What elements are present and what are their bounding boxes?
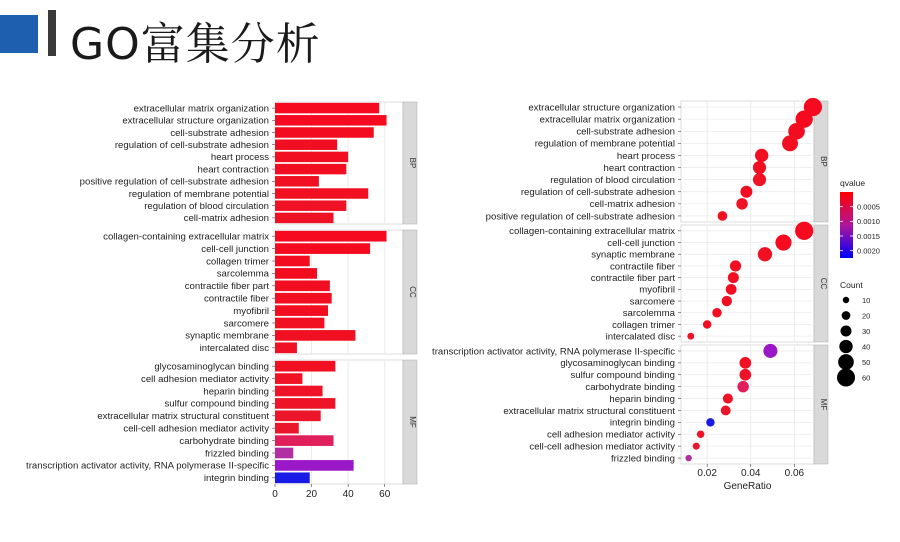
title-accent-blue <box>0 15 38 53</box>
bar <box>275 305 328 316</box>
dot-point <box>736 198 748 210</box>
bar-term-label: intercalated disc <box>199 343 269 355</box>
dot-point <box>728 272 739 283</box>
bar <box>275 342 297 353</box>
dot-point <box>703 320 711 328</box>
legend-count-dot <box>840 325 851 336</box>
legend-qvalue-gradient <box>840 192 853 258</box>
dot-point <box>753 161 766 174</box>
bar <box>275 176 319 186</box>
bar <box>275 103 379 113</box>
legend-count-label: 10 <box>862 296 871 305</box>
legend-count-label: 40 <box>862 342 871 352</box>
dot-point <box>718 211 728 221</box>
bar-term-label: cell adhesion mediator activity <box>141 373 269 385</box>
dot-point <box>723 393 733 403</box>
bar-term-label: synaptic membrane <box>185 330 269 342</box>
dot-point <box>753 173 766 186</box>
dot-term-label: cell adhesion mediator activity <box>547 429 675 441</box>
dot-point <box>712 308 721 317</box>
bar-facet-label: MF <box>408 416 417 428</box>
legend-qvalue-label: 0.0010 <box>857 217 880 227</box>
bar-term-label: contractile fiber <box>203 293 269 305</box>
dot-facet-label: CC <box>819 277 828 290</box>
dot-point <box>706 418 714 426</box>
bar <box>275 373 302 384</box>
bar-term-label: collagen trimer <box>206 256 269 268</box>
dot-facet-label: MF <box>819 398 828 411</box>
bar-term-label: extracellular matrix structural constituent <box>97 411 269 423</box>
bar-term-label: frizzled binding <box>205 448 269 460</box>
legend-count-dot <box>837 369 855 387</box>
bar-term-label: extracellular matrix organization <box>133 103 269 115</box>
dot-term-label: frizzled binding <box>611 453 675 465</box>
dot-term-label: extracellular matrix structural constituent <box>503 405 675 417</box>
legend-count-label: 50 <box>862 358 871 367</box>
dot-point <box>722 296 732 306</box>
dot-point <box>763 344 777 358</box>
dot-term-label: extracellular structure organization <box>528 102 675 114</box>
dot-term-label: heart contraction <box>603 162 675 174</box>
bar <box>275 152 348 162</box>
bar-axis-tick-label: 60 <box>379 489 391 500</box>
legend-count-label: 20 <box>862 311 871 321</box>
dot-point <box>685 455 691 461</box>
bar-term-label: cell-cell junction <box>201 243 269 255</box>
bar-term-label: cell-matrix adhesion <box>183 213 269 225</box>
dot-point <box>795 222 813 240</box>
bar <box>275 460 354 471</box>
bar-term-label: sarcolemma <box>216 268 269 280</box>
dot-term-label: cell-cell adhesion mediator activity <box>529 441 675 453</box>
dot-facet-label: BP <box>819 156 828 167</box>
bar-term-label: heparin binding <box>203 386 269 398</box>
bar <box>275 386 323 397</box>
dot-point <box>737 381 749 393</box>
bar <box>275 318 324 329</box>
dot-point <box>721 406 731 416</box>
dot-term-label: transcription activator activity, RNA polymerase II-specific <box>432 346 675 358</box>
bar <box>275 330 355 341</box>
bar <box>275 293 332 304</box>
dot-point <box>693 443 700 450</box>
bar-chart <box>0 92 430 502</box>
bar-term-label: regulation of blood circulation <box>144 201 269 212</box>
bar <box>275 448 293 459</box>
dot-term-label: cell-matrix adhesion <box>589 199 675 211</box>
bar-term-label: cell-cell adhesion mediator activity <box>123 423 269 435</box>
legend-count-dot <box>839 340 852 353</box>
bar <box>275 243 370 254</box>
dot-term-label: intercalated disc <box>605 331 675 343</box>
bar-term-label: positive regulation of cell-substrate adhesion <box>79 176 269 188</box>
dot-point <box>730 260 741 271</box>
bar-term-label: carbohydrate binding <box>179 435 269 447</box>
dot-term-label: extracellular matrix organization <box>539 114 675 126</box>
dot-term-label: glycosaminoglycan binding <box>560 358 675 370</box>
bar-term-label: regulation of membrane potential <box>128 188 269 200</box>
dot-term-label: collagen trimer <box>612 319 675 331</box>
dot-point <box>740 186 752 198</box>
title-accent-dark <box>48 10 56 56</box>
bar-facet-label: BP <box>408 157 417 169</box>
bar <box>275 435 334 446</box>
dot-term-label: regulation of membrane potential <box>534 138 675 150</box>
bar-term-label: extracellular structure organization <box>122 115 269 127</box>
bar-term-label: sulfur compound binding <box>164 398 269 410</box>
bar-term-label: sarcomere <box>223 318 269 330</box>
legend-count-label: 30 <box>862 327 871 336</box>
bar <box>275 472 310 483</box>
bar <box>275 361 335 372</box>
dot-term-label: collagen-containing extracellular matrix <box>509 226 675 238</box>
dot-point <box>758 247 772 261</box>
dot-point <box>697 430 705 438</box>
bar <box>275 188 368 198</box>
dot-term-label: sarcolemma <box>622 308 675 320</box>
bar <box>275 231 387 242</box>
legend-qvalue-label: 0.0005 <box>857 202 880 212</box>
legend-qvalue-label: 0.0015 <box>857 231 880 241</box>
dot-axis-tick-label: 0.02 <box>697 468 717 479</box>
dot-axis-tick-label: 0.06 <box>784 468 805 479</box>
legend-count-dot <box>843 297 849 303</box>
dot-term-label: integrin binding <box>609 417 675 429</box>
dot-term-label: heart process <box>616 150 675 162</box>
dot-term-label: carbohydrate binding <box>585 381 675 393</box>
dot-term-label: regulation of cell-substrate adhesion <box>520 187 675 199</box>
dot-point <box>755 149 768 162</box>
page-title: GO富集分析 <box>70 19 321 70</box>
dot-term-label: contractile fiber part <box>590 272 675 284</box>
dot-point <box>739 369 751 381</box>
dot-point <box>687 333 694 340</box>
bar-term-label: transcription activator activity, RNA polymerase II-specific <box>26 460 269 472</box>
bar-term-label: regulation of cell-substrate adhesion <box>114 140 269 151</box>
dot-term-label: heparin binding <box>609 393 675 405</box>
dot-term-label: cell-substrate adhesion <box>576 126 675 138</box>
bar <box>275 139 337 149</box>
bar <box>275 398 335 409</box>
bar <box>275 410 321 421</box>
bar <box>275 423 299 434</box>
bar-term-label: myofibril <box>233 305 269 317</box>
bar-term-label: heart process <box>210 152 269 164</box>
dot-point <box>739 357 751 369</box>
legend-qvalue-title: qvalue <box>840 178 866 188</box>
legend-count-title: Count <box>840 280 863 290</box>
bar <box>275 280 330 291</box>
legend-count-dot <box>838 354 854 370</box>
bar <box>275 127 374 137</box>
dot-term-label: regulation of blood circulation <box>550 174 675 186</box>
dot-term-label: sulfur compound binding <box>570 370 675 382</box>
bar <box>275 200 346 210</box>
dot-x-axis-title: GeneRatio <box>723 481 772 492</box>
dot-point <box>726 284 737 295</box>
legend-qvalue-label: 0.0020 <box>857 246 880 256</box>
bar-term-label: collagen-containing extracellular matrix <box>103 231 269 243</box>
dot-term-label: myofibril <box>639 284 675 296</box>
dot-term-label: cell-cell junction <box>607 237 675 249</box>
bar <box>275 164 346 174</box>
bar-term-label: cell-substrate adhesion <box>170 127 269 139</box>
dot-axis-tick-label: 0.04 <box>741 468 761 479</box>
bar-term-label: glycosaminoglycan binding <box>154 361 269 373</box>
bar-term-label: integrin binding <box>203 473 269 485</box>
bar-axis-tick-label: 40 <box>342 489 354 500</box>
legend-count-dot <box>842 311 851 320</box>
bar-term-label: heart contraction <box>197 164 269 176</box>
bar-axis-tick-label: 0 <box>272 489 278 500</box>
dot-plot <box>420 92 900 502</box>
bar-facet-label: CC <box>408 286 417 298</box>
bar <box>275 213 334 223</box>
dot-point <box>782 135 798 151</box>
bar-axis-tick-label: 20 <box>306 489 318 500</box>
dot-term-label: contractile fiber <box>609 261 675 273</box>
bar <box>275 256 310 267</box>
bar <box>275 115 387 125</box>
dot-point <box>775 234 791 250</box>
legend-count-label: 60 <box>862 373 871 383</box>
dot-term-label: synaptic membrane <box>591 249 675 261</box>
dot-term-label: sarcomere <box>629 296 675 308</box>
dot-term-label: positive regulation of cell-substrate adhesion <box>485 211 675 223</box>
bar-term-label: contractile fiber part <box>184 281 269 293</box>
bar <box>275 268 317 279</box>
